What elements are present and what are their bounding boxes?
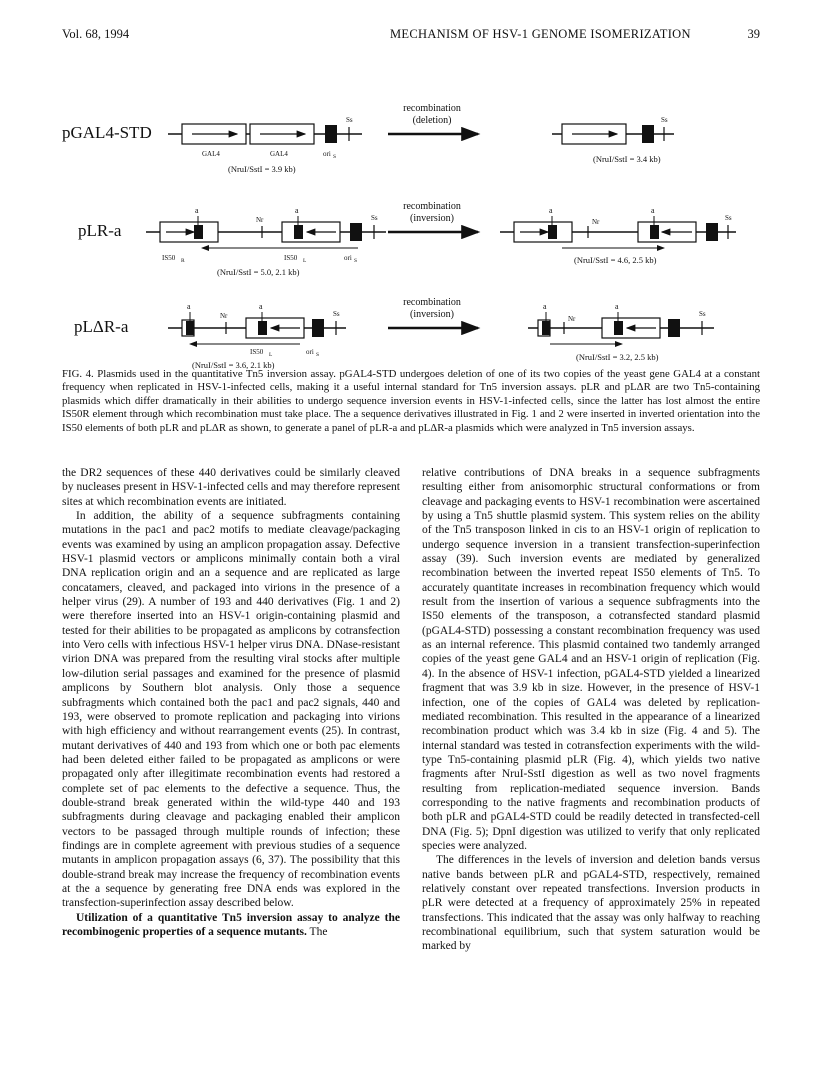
site-label: Ss <box>371 214 378 222</box>
site-label: Ss <box>333 310 340 318</box>
a-sequence-block <box>194 225 203 239</box>
running-header <box>62 27 760 43</box>
origin-block <box>706 223 718 241</box>
digest-size: (NruI/SstI = 4.6, 2.5 kb) <box>574 255 657 265</box>
paragraph <box>62 911 400 940</box>
origin-subscript: S <box>354 258 358 264</box>
a-sequence-block <box>258 321 267 335</box>
origin-block <box>325 125 337 143</box>
origin-label: ori <box>323 150 331 158</box>
a-sequence-block <box>650 225 659 239</box>
right-column <box>422 466 760 954</box>
origin-block <box>312 319 324 337</box>
origin-subscript: S <box>316 352 320 358</box>
arrow-label: (inversion) <box>410 213 454 224</box>
a-sequence-block <box>542 321 550 335</box>
row-pldr-a <box>74 297 714 370</box>
running-title: MECHANISM OF HSV-1 GENOME ISOMERIZATION <box>390 27 691 41</box>
is50-label: IS50 <box>284 254 298 262</box>
site-label: Ss <box>725 214 732 222</box>
site-label: Nr <box>568 315 576 323</box>
gene-label: GAL4 <box>270 150 288 158</box>
paragraph: In addition, the ability of a sequence subfragments containing mutations in the pac1 and pac2 motifs to mediate cleavage/packaging events was examined by using an amplicon propagation assay. Defective HSV-1 plasmid vectors or amplicons minimally contain both a viral DNA replication origin and an a sequence and are replicated as large concatamers, cleaved, and packaged into virions in the presence of a helper virus (29). A number of 193 and 440 derivatives (Fig. 1 and 2) were therefore inserted into an HSV-1 origin-containing plasmid and tested for their abilities to be propagated as amplicons by cotransfection into Vero cells with infectious HSV-1 helper virus DNA. DNase-resistant virion DNA was prepared from the resulting viral stocks after multiple low-dilution serial passages and examined for the presence of plasmid amplicons by Southern blot analysis. Only those a sequence subfragments which contained both the pac1 and pac2 signals, 440 and 193, were observed to promote replication and packaging into virions with high efficiency and without rearrangement events (25). In contrast, mutant derivatives of 440 and 193 from which one or both pac elements had been deleted either failed to be propagated as amplicons or were propagated only after illegitimate recombination events had restored a complete set of pac elements to the defective a sequence. Thus, the double-strand break generated within the wild-type 440 and 193 subfragments during cleavage and packaging enabled their amplicon vectors to be passaged through multiple rounds of infection; these findings are in complete agreement with previous studies of a sequence mutants in amplicon propagation assays (6, 37). The possibility that this double-strand break may increase the frequency of recombination events at the a sequence by generating free DNA ends was explored in the transfection-superinfection assay described below. <box>62 510 400 910</box>
is50-subscript: R <box>181 258 185 264</box>
figure-caption: FIG. 4. Plasmids used in the quantitative Tn5 inversion assay. pGAL4-STD undergoes deletion of one of its two copies of the yeast gene GAL4 at a constant frequency when replicated in HSV-1-infected cells, making it a useful internal standard for Tn5 inversion assays. pLR and pLΔR are two Tn5-containing plasmids which differ dramatically in their abilities to undergo sequence inversion events in HSV-1-infected cells, since the latter has lost almost the entire IS50R element through which recombination must take place. The a sequence derivatives illustrated in Fig. 1 and 2 were inserted in inverted orientation into the IS50 elements of both pLR and pLΔR as shown, to generate a panel of pLR-a and pLΔR-a plasmids which were analyzed in Tn5 inversion assays. <box>62 368 760 434</box>
a-label: a <box>651 206 655 215</box>
site-label: Ss <box>661 116 668 124</box>
site-label: Nr <box>592 218 600 226</box>
origin-block <box>642 125 654 143</box>
digest-size: (NruI/SstI = 5.0, 2.1 kb) <box>217 267 300 277</box>
a-sequence-block <box>614 321 623 335</box>
row-pgal4-std <box>62 103 674 174</box>
arrow-label: (inversion) <box>410 309 454 320</box>
digest-size: (NruI/SstI = 3.2, 2.5 kb) <box>576 352 659 362</box>
arrow-label: recombination <box>403 201 461 212</box>
plasmid-diagram <box>62 92 762 370</box>
is50-label: IS50 <box>162 254 176 262</box>
digest-size: (NruI/SstI = 3.4 kb) <box>593 154 661 164</box>
arrow-label: recombination <box>403 103 461 114</box>
body-text <box>62 466 760 1066</box>
journal-volume: Vol. 68, 1994 <box>62 27 130 41</box>
digest-size: (NruI/SstI = 3.6, 2.1 kb) <box>192 360 275 370</box>
paragraph-text: The <box>306 926 328 938</box>
a-label: a <box>259 302 263 311</box>
a-label: a <box>543 302 547 311</box>
arrow-label: (deletion) <box>412 115 452 126</box>
site-label: Nr <box>256 216 264 224</box>
section-run-in-title: Utilization of a quantitative Tn5 inversion assay to analyze the recombinogenic properties of a sequence mutants. <box>62 911 400 938</box>
origin-block <box>350 223 362 241</box>
plasmid-name: pLR-a <box>78 221 122 240</box>
plasmid-name: pGAL4-STD <box>62 123 152 142</box>
a-label: a <box>615 302 619 311</box>
a-label: a <box>295 206 299 215</box>
figure-4 <box>62 92 762 370</box>
a-label: a <box>195 206 199 215</box>
a-label: a <box>187 302 191 311</box>
paragraph: relative contributions of DNA breaks in a sequence subfragments resulting either from anisomorphic structural conformations or from cleavage and packaging events to HSV-1 recombination were ascertained by using a Tn5 shuttle plasmid system. This system relies on the ability of the Tn5 transposon linked in cis to an HSV-1 origin of replication to undergo sequence inversion in a transient transfection-superinfection assay (39). Such inversion events are mediated by generalized recombination between the inverted repeat IS50 elements of Tn5. To accurately quantitate increases in recombination frequency which would result from the insertion of various a sequence subfragments into the IS50 elements of the transposon, a cotransfected standard plasmid (pGAL4-STD) possessing a constant recombination frequency was used as an internal reference. This plasmid contained two tandemly arranged copies of the yeast gene GAL4 and an HSV-1 origin of replication (Fig. 4). In the absence of HSV-1 infection, pGAL4-STD yielded a linearized fragment that was 3.9 kb in size. However, in the presence of HSV-1 infection, one of the copies of GAL4 was deleted by replication-mediated recombination. This resulted in the appearance of a linearized recombination product which was 3.4 kb in size (Fig. 4 and 5). The internal standard was tested in cotransfection experiments with the wild-type Tn5-containing plasmid pLR (Fig. 4), which yields two native fragments after NruI-SstI digestion as well as two novel fragments resulting from replication-mediated sequence inversion. Bands corresponding to the native fragments and recombination products of both pLR and pGAL4-STD could be readily detected in transfected-cell DNA (Fig. 5); DpnI digestion was utilized to verify that only replicated species were analyzed. <box>422 467 760 852</box>
digest-size: (NruI/SstI = 3.9 kb) <box>228 164 296 174</box>
arrow-label: recombination <box>403 297 461 308</box>
a-sequence-block <box>186 321 194 335</box>
row-plr-a <box>78 201 736 277</box>
origin-block <box>668 319 680 337</box>
left-column <box>62 466 400 939</box>
origin-subscript: S <box>333 154 337 160</box>
a-sequence-block <box>294 225 303 239</box>
is50-subscript: L <box>269 352 273 358</box>
site-label: Ss <box>699 310 706 318</box>
is50-label: IS50 <box>250 348 264 356</box>
paragraph: the DR2 sequences of these 440 derivatives could be similarly cleaved by nucleases present in HSV-1-infected cells and may therefore represent sites at which recombination events are initiated. <box>62 467 400 508</box>
origin-label: ori <box>344 254 352 262</box>
site-label: Ss <box>346 116 353 124</box>
page-number: 39 <box>747 27 760 41</box>
a-label: a <box>549 206 553 215</box>
gene-label: GAL4 <box>202 150 220 158</box>
a-sequence-block <box>548 225 557 239</box>
is50-subscript: L <box>303 258 307 264</box>
plasmid-name: pLΔR-a <box>74 317 129 336</box>
origin-label: ori <box>306 348 314 356</box>
paragraph: The differences in the levels of inversion and deletion bands versus native bands between pLR and pGAL4-STD, respectively, remained relatively constant over repeated transfections. Inversion products in pLR were detected at a frequency of approximately 25% in repeated transfections. This indicated that the assay was only halfway to reaching recombinational equilibrium, such that system saturation would be marked by <box>422 854 760 953</box>
site-label: Nr <box>220 312 228 320</box>
